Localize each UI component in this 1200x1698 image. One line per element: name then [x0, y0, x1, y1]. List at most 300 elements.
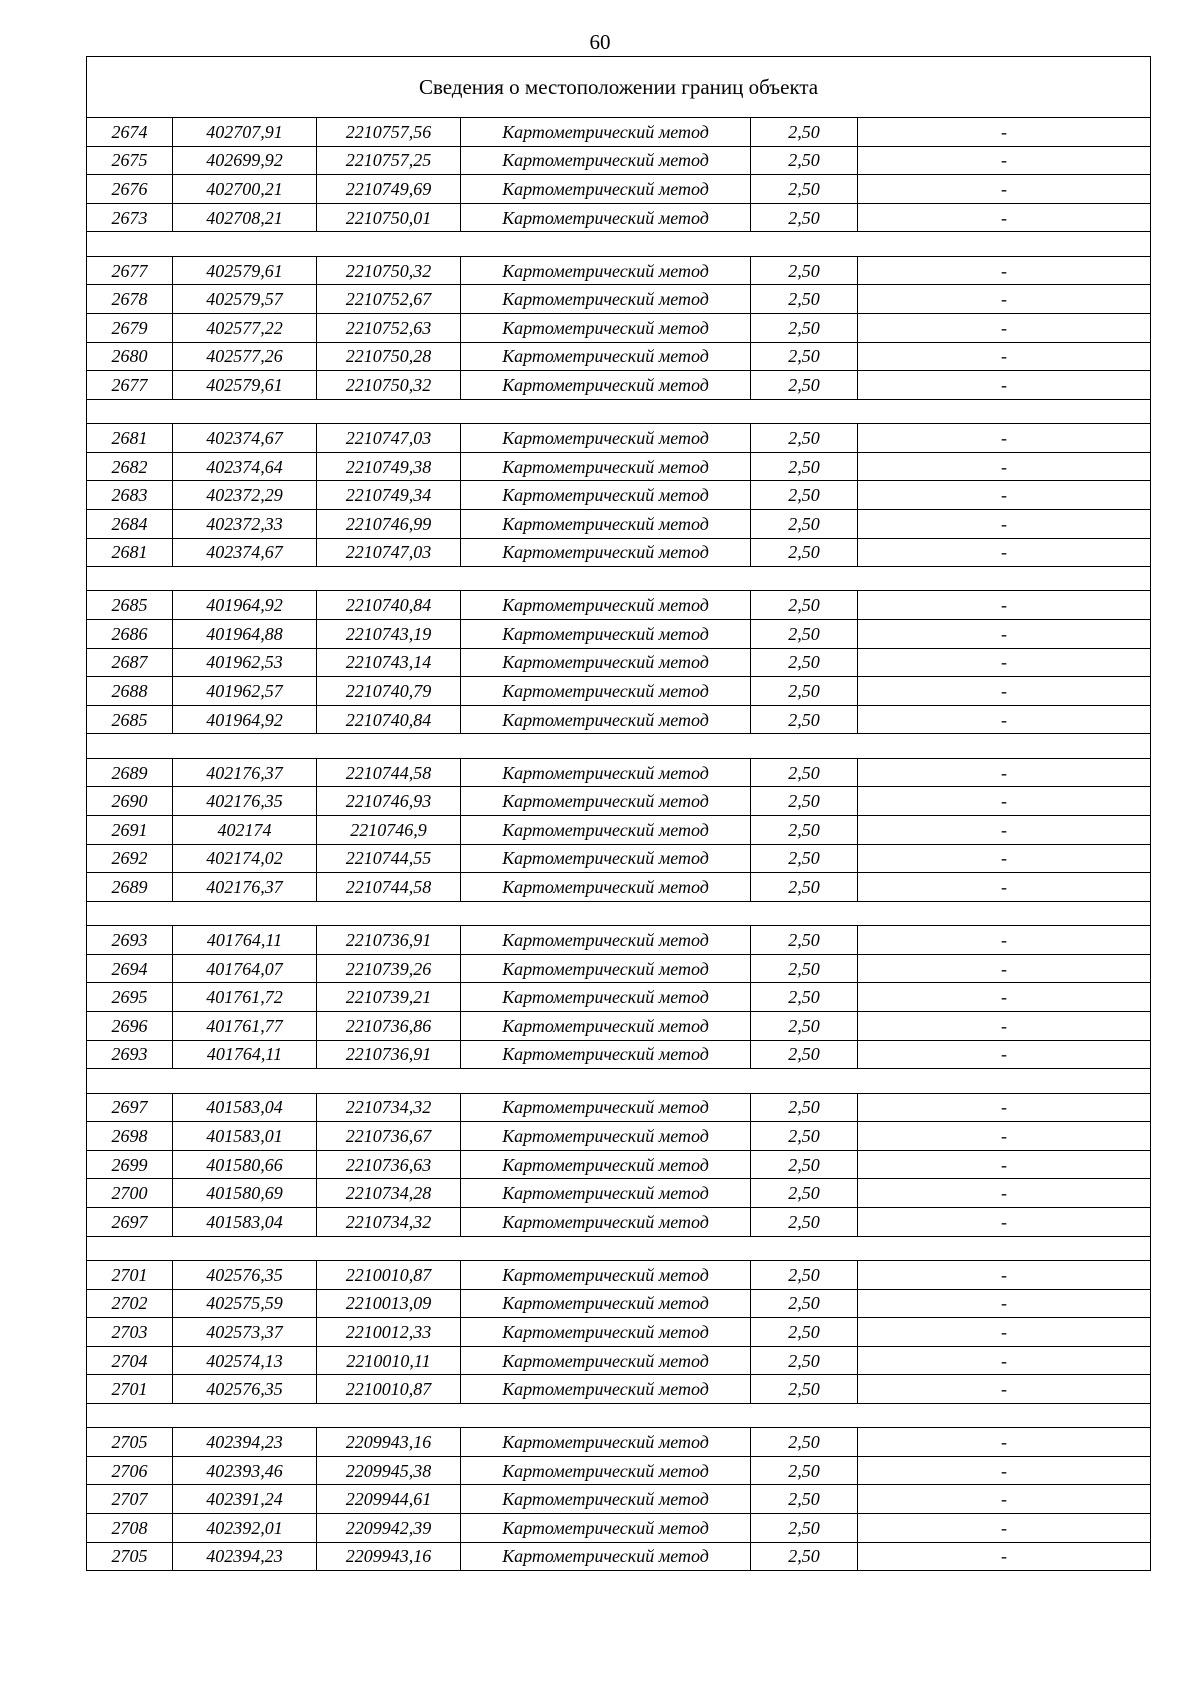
description-cell: -	[858, 342, 1151, 371]
point-number-cell: 2702	[87, 1289, 173, 1318]
accuracy-cell: 2,50	[751, 1122, 858, 1151]
group-separator-row	[87, 734, 1151, 758]
x-coordinate-cell: 401761,72	[173, 983, 317, 1012]
point-number-cell: 2708	[87, 1514, 173, 1543]
method-cell: Картометрический метод	[461, 787, 751, 816]
table-row	[87, 1456, 1151, 1485]
point-number-cell: 2689	[87, 873, 173, 902]
accuracy-cell: 2,50	[751, 509, 858, 538]
x-coordinate-cell: 402576,35	[173, 1375, 317, 1404]
description-cell: -	[858, 371, 1151, 400]
method-cell: Картометрический метод	[461, 705, 751, 734]
y-coordinate-cell: 2210013,09	[317, 1289, 461, 1318]
method-cell: Картометрический метод	[461, 1289, 751, 1318]
method-cell: Картометрический метод	[461, 677, 751, 706]
x-coordinate-cell: 401583,01	[173, 1122, 317, 1151]
table-row	[87, 1289, 1151, 1318]
table-row	[87, 677, 1151, 706]
y-coordinate-cell: 2210734,32	[317, 1207, 461, 1236]
method-cell: Картометрический метод	[461, 620, 751, 649]
point-number-cell: 2686	[87, 620, 173, 649]
table-row	[87, 620, 1151, 649]
y-coordinate-cell: 2210746,93	[317, 787, 461, 816]
method-cell: Картометрический метод	[461, 538, 751, 567]
table-row	[87, 926, 1151, 955]
y-coordinate-cell: 2210010,87	[317, 1260, 461, 1289]
y-coordinate-cell: 2210744,58	[317, 758, 461, 787]
x-coordinate-cell: 402577,22	[173, 313, 317, 342]
point-number-cell: 2707	[87, 1485, 173, 1514]
accuracy-cell: 2,50	[751, 1485, 858, 1514]
accuracy-cell: 2,50	[751, 620, 858, 649]
accuracy-cell: 2,50	[751, 1011, 858, 1040]
x-coordinate-cell: 402394,23	[173, 1542, 317, 1571]
accuracy-cell: 2,50	[751, 1514, 858, 1543]
table-row	[87, 648, 1151, 677]
x-coordinate-cell: 402577,26	[173, 342, 317, 371]
description-cell: -	[858, 175, 1151, 204]
accuracy-cell: 2,50	[751, 146, 858, 175]
y-coordinate-cell: 2210744,58	[317, 873, 461, 902]
x-coordinate-cell: 402699,92	[173, 146, 317, 175]
y-coordinate-cell: 2210743,14	[317, 648, 461, 677]
accuracy-cell: 2,50	[751, 1093, 858, 1122]
method-cell: Картометрический метод	[461, 146, 751, 175]
accuracy-cell: 2,50	[751, 1542, 858, 1571]
point-number-cell: 2675	[87, 146, 173, 175]
x-coordinate-cell: 402708,21	[173, 203, 317, 232]
accuracy-cell: 2,50	[751, 1207, 858, 1236]
method-cell: Картометрический метод	[461, 758, 751, 787]
description-cell: -	[858, 256, 1151, 285]
method-cell: Картометрический метод	[461, 424, 751, 453]
x-coordinate-cell: 402374,64	[173, 452, 317, 481]
description-cell: -	[858, 705, 1151, 734]
point-number-cell: 2703	[87, 1318, 173, 1347]
y-coordinate-cell: 2209942,39	[317, 1514, 461, 1543]
point-number-cell: 2677	[87, 256, 173, 285]
x-coordinate-cell: 401580,69	[173, 1179, 317, 1208]
x-coordinate-cell: 401583,04	[173, 1093, 317, 1122]
point-number-cell: 2693	[87, 1040, 173, 1069]
table-row	[87, 1485, 1151, 1514]
accuracy-cell: 2,50	[751, 677, 858, 706]
y-coordinate-cell: 2210757,56	[317, 118, 461, 147]
x-coordinate-cell: 401964,92	[173, 591, 317, 620]
method-cell: Картометрический метод	[461, 648, 751, 677]
point-number-cell: 2699	[87, 1150, 173, 1179]
x-coordinate-cell: 401761,77	[173, 1011, 317, 1040]
y-coordinate-cell: 2209945,38	[317, 1456, 461, 1485]
accuracy-cell: 2,50	[751, 342, 858, 371]
table-body	[87, 57, 1151, 1571]
point-number-cell: 2681	[87, 424, 173, 453]
x-coordinate-cell: 401764,07	[173, 954, 317, 983]
description-cell: -	[858, 1346, 1151, 1375]
table-row	[87, 1207, 1151, 1236]
x-coordinate-cell: 401964,88	[173, 620, 317, 649]
accuracy-cell: 2,50	[751, 1179, 858, 1208]
description-cell: -	[858, 1093, 1151, 1122]
x-coordinate-cell: 402707,91	[173, 118, 317, 147]
table-row	[87, 342, 1151, 371]
accuracy-cell: 2,50	[751, 481, 858, 510]
x-coordinate-cell: 402374,67	[173, 538, 317, 567]
description-cell: -	[858, 591, 1151, 620]
table-row	[87, 1260, 1151, 1289]
y-coordinate-cell: 2210749,38	[317, 452, 461, 481]
accuracy-cell: 2,50	[751, 1318, 858, 1347]
description-cell: -	[858, 452, 1151, 481]
point-number-cell: 2698	[87, 1122, 173, 1151]
description-cell: -	[858, 1179, 1151, 1208]
description-cell: -	[858, 1542, 1151, 1571]
x-coordinate-cell: 402176,35	[173, 787, 317, 816]
y-coordinate-cell: 2210736,67	[317, 1122, 461, 1151]
method-cell: Картометрический метод	[461, 342, 751, 371]
table-row	[87, 509, 1151, 538]
method-cell: Картометрический метод	[461, 203, 751, 232]
method-cell: Картометрический метод	[461, 452, 751, 481]
y-coordinate-cell: 2210734,32	[317, 1093, 461, 1122]
accuracy-cell: 2,50	[751, 118, 858, 147]
description-cell: -	[858, 509, 1151, 538]
x-coordinate-cell: 402579,61	[173, 256, 317, 285]
method-cell: Картометрический метод	[461, 816, 751, 845]
point-number-cell: 2700	[87, 1179, 173, 1208]
description-cell: -	[858, 313, 1151, 342]
group-separator-row	[87, 399, 1151, 423]
point-number-cell: 2689	[87, 758, 173, 787]
y-coordinate-cell: 2210744,55	[317, 844, 461, 873]
description-cell: -	[858, 1375, 1151, 1404]
description-cell: -	[858, 1150, 1151, 1179]
x-coordinate-cell: 401764,11	[173, 1040, 317, 1069]
x-coordinate-cell: 401583,04	[173, 1207, 317, 1236]
accuracy-cell: 2,50	[751, 816, 858, 845]
accuracy-cell: 2,50	[751, 1040, 858, 1069]
method-cell: Картометрический метод	[461, 1122, 751, 1151]
table-row	[87, 1318, 1151, 1347]
description-cell: -	[858, 620, 1151, 649]
accuracy-cell: 2,50	[751, 1428, 858, 1457]
accuracy-cell: 2,50	[751, 1150, 858, 1179]
method-cell: Картометрический метод	[461, 1428, 751, 1457]
table-row	[87, 175, 1151, 204]
group-separator-row	[87, 567, 1151, 591]
description-cell: -	[858, 1289, 1151, 1318]
method-cell: Картометрический метод	[461, 1456, 751, 1485]
y-coordinate-cell: 2210750,01	[317, 203, 461, 232]
table-row	[87, 1514, 1151, 1543]
method-cell: Картометрический метод	[461, 954, 751, 983]
x-coordinate-cell: 401964,92	[173, 705, 317, 734]
table-row	[87, 118, 1151, 147]
accuracy-cell: 2,50	[751, 175, 858, 204]
group-separator-cell	[87, 399, 1151, 423]
accuracy-cell: 2,50	[751, 591, 858, 620]
description-cell: -	[858, 1456, 1151, 1485]
method-cell: Картометрический метод	[461, 1207, 751, 1236]
method-cell: Картометрический метод	[461, 983, 751, 1012]
x-coordinate-cell: 402374,67	[173, 424, 317, 453]
point-number-cell: 2704	[87, 1346, 173, 1375]
point-number-cell: 2697	[87, 1093, 173, 1122]
y-coordinate-cell: 2210752,63	[317, 313, 461, 342]
group-separator-row	[87, 1403, 1151, 1427]
table-row	[87, 371, 1151, 400]
y-coordinate-cell: 2210746,9	[317, 816, 461, 845]
table-row	[87, 1093, 1151, 1122]
method-cell: Картометрический метод	[461, 118, 751, 147]
point-number-cell: 2682	[87, 452, 173, 481]
method-cell: Картометрический метод	[461, 313, 751, 342]
table-row	[87, 954, 1151, 983]
page-number: 60	[589, 30, 611, 54]
description-cell: -	[858, 203, 1151, 232]
x-coordinate-cell: 402579,57	[173, 285, 317, 314]
method-cell: Картометрический метод	[461, 1485, 751, 1514]
method-cell: Картометрический метод	[461, 591, 751, 620]
point-number-cell: 2706	[87, 1456, 173, 1485]
point-number-cell: 2680	[87, 342, 173, 371]
y-coordinate-cell: 2210740,84	[317, 591, 461, 620]
point-number-cell: 2685	[87, 705, 173, 734]
method-cell: Картометрический метод	[461, 481, 751, 510]
point-number-cell: 2674	[87, 118, 173, 147]
table-row	[87, 758, 1151, 787]
table-row	[87, 313, 1151, 342]
table-row	[87, 256, 1151, 285]
accuracy-cell: 2,50	[751, 1289, 858, 1318]
point-number-cell: 2705	[87, 1428, 173, 1457]
description-cell: -	[858, 1040, 1151, 1069]
description-cell: -	[858, 1318, 1151, 1347]
point-number-cell: 2693	[87, 926, 173, 955]
group-separator-row	[87, 1236, 1151, 1260]
accuracy-cell: 2,50	[751, 538, 858, 567]
method-cell: Картометрический метод	[461, 1346, 751, 1375]
x-coordinate-cell: 402372,33	[173, 509, 317, 538]
accuracy-cell: 2,50	[751, 256, 858, 285]
accuracy-cell: 2,50	[751, 452, 858, 481]
accuracy-cell: 2,50	[751, 1456, 858, 1485]
method-cell: Картометрический метод	[461, 1542, 751, 1571]
x-coordinate-cell: 402391,24	[173, 1485, 317, 1514]
y-coordinate-cell: 2210736,86	[317, 1011, 461, 1040]
description-cell: -	[858, 926, 1151, 955]
method-cell: Картометрический метод	[461, 285, 751, 314]
point-number-cell: 2695	[87, 983, 173, 1012]
point-number-cell: 2679	[87, 313, 173, 342]
description-cell: -	[858, 758, 1151, 787]
point-number-cell: 2688	[87, 677, 173, 706]
table-row	[87, 1150, 1151, 1179]
y-coordinate-cell: 2210736,63	[317, 1150, 461, 1179]
table-row	[87, 481, 1151, 510]
accuracy-cell: 2,50	[751, 285, 858, 314]
x-coordinate-cell: 401580,66	[173, 1150, 317, 1179]
point-number-cell: 2691	[87, 816, 173, 845]
accuracy-cell: 2,50	[751, 371, 858, 400]
y-coordinate-cell: 2210010,87	[317, 1375, 461, 1404]
x-coordinate-cell: 402575,59	[173, 1289, 317, 1318]
y-coordinate-cell: 2210750,32	[317, 256, 461, 285]
table-row	[87, 285, 1151, 314]
table-row	[87, 983, 1151, 1012]
group-separator-cell	[87, 232, 1151, 256]
description-cell: -	[858, 538, 1151, 567]
group-separator-cell	[87, 1236, 1151, 1260]
description-cell: -	[858, 983, 1151, 1012]
y-coordinate-cell: 2210736,91	[317, 926, 461, 955]
accuracy-cell: 2,50	[751, 313, 858, 342]
x-coordinate-cell: 402372,29	[173, 481, 317, 510]
point-number-cell: 2678	[87, 285, 173, 314]
method-cell: Картометрический метод	[461, 1514, 751, 1543]
point-number-cell: 2701	[87, 1375, 173, 1404]
description-cell: -	[858, 285, 1151, 314]
method-cell: Картометрический метод	[461, 1260, 751, 1289]
y-coordinate-cell: 2210740,79	[317, 677, 461, 706]
description-cell: -	[858, 1260, 1151, 1289]
x-coordinate-cell: 402174	[173, 816, 317, 845]
method-cell: Картометрический метод	[461, 509, 751, 538]
x-coordinate-cell: 402574,13	[173, 1346, 317, 1375]
point-number-cell: 2677	[87, 371, 173, 400]
group-separator-cell	[87, 1403, 1151, 1427]
y-coordinate-cell: 2210734,28	[317, 1179, 461, 1208]
method-cell: Картометрический метод	[461, 1318, 751, 1347]
point-number-cell: 2696	[87, 1011, 173, 1040]
y-coordinate-cell: 2210743,19	[317, 620, 461, 649]
accuracy-cell: 2,50	[751, 1260, 858, 1289]
x-coordinate-cell: 402174,02	[173, 844, 317, 873]
point-number-cell: 2692	[87, 844, 173, 873]
x-coordinate-cell: 402392,01	[173, 1514, 317, 1543]
description-cell: -	[858, 118, 1151, 147]
accuracy-cell: 2,50	[751, 758, 858, 787]
description-cell: -	[858, 873, 1151, 902]
y-coordinate-cell: 2209944,61	[317, 1485, 461, 1514]
description-cell: -	[858, 1428, 1151, 1457]
point-number-cell: 2684	[87, 509, 173, 538]
x-coordinate-cell: 402176,37	[173, 758, 317, 787]
table-row	[87, 1011, 1151, 1040]
table-row	[87, 538, 1151, 567]
description-cell: -	[858, 648, 1151, 677]
method-cell: Картометрический метод	[461, 1093, 751, 1122]
description-cell: -	[858, 1011, 1151, 1040]
table-row	[87, 705, 1151, 734]
table-row	[87, 1375, 1151, 1404]
method-cell: Картометрический метод	[461, 873, 751, 902]
description-cell: -	[858, 1122, 1151, 1151]
method-cell: Картометрический метод	[461, 844, 751, 873]
y-coordinate-cell: 2210736,91	[317, 1040, 461, 1069]
group-separator-cell	[87, 567, 1151, 591]
group-separator-cell	[87, 1069, 1151, 1093]
description-cell: -	[858, 954, 1151, 983]
x-coordinate-cell: 402576,35	[173, 1260, 317, 1289]
table-row	[87, 591, 1151, 620]
method-cell: Картометрический метод	[461, 256, 751, 285]
point-number-cell: 2690	[87, 787, 173, 816]
point-number-cell: 2681	[87, 538, 173, 567]
table-row	[87, 844, 1151, 873]
accuracy-cell: 2,50	[751, 926, 858, 955]
y-coordinate-cell: 2210752,67	[317, 285, 461, 314]
y-coordinate-cell: 2210750,32	[317, 371, 461, 400]
description-cell: -	[858, 1514, 1151, 1543]
table-row	[87, 1542, 1151, 1571]
description-cell: -	[858, 816, 1151, 845]
point-number-cell: 2685	[87, 591, 173, 620]
table-row	[87, 816, 1151, 845]
y-coordinate-cell: 2209943,16	[317, 1428, 461, 1457]
accuracy-cell: 2,50	[751, 1346, 858, 1375]
table-row	[87, 452, 1151, 481]
method-cell: Картометрический метод	[461, 1011, 751, 1040]
y-coordinate-cell: 2210747,03	[317, 424, 461, 453]
method-cell: Картометрический метод	[461, 926, 751, 955]
table-row	[87, 1122, 1151, 1151]
x-coordinate-cell: 402573,37	[173, 1318, 317, 1347]
x-coordinate-cell: 402700,21	[173, 175, 317, 204]
y-coordinate-cell: 2210739,26	[317, 954, 461, 983]
accuracy-cell: 2,50	[751, 873, 858, 902]
table-row	[87, 787, 1151, 816]
x-coordinate-cell: 401962,53	[173, 648, 317, 677]
point-number-cell: 2701	[87, 1260, 173, 1289]
point-number-cell: 2676	[87, 175, 173, 204]
table-row	[87, 1346, 1151, 1375]
x-coordinate-cell: 401962,57	[173, 677, 317, 706]
group-separator-cell	[87, 901, 1151, 925]
method-cell: Картометрический метод	[461, 1375, 751, 1404]
x-coordinate-cell: 402394,23	[173, 1428, 317, 1457]
description-cell: -	[858, 1485, 1151, 1514]
method-cell: Картометрический метод	[461, 175, 751, 204]
table-row	[87, 1179, 1151, 1208]
description-cell: -	[858, 424, 1151, 453]
accuracy-cell: 2,50	[751, 705, 858, 734]
x-coordinate-cell: 402176,37	[173, 873, 317, 902]
description-cell: -	[858, 481, 1151, 510]
accuracy-cell: 2,50	[751, 983, 858, 1012]
accuracy-cell: 2,50	[751, 787, 858, 816]
y-coordinate-cell: 2210012,33	[317, 1318, 461, 1347]
y-coordinate-cell: 2210750,28	[317, 342, 461, 371]
table-title: Сведения о местоположении границ объекта	[87, 57, 1151, 118]
y-coordinate-cell: 2210749,34	[317, 481, 461, 510]
group-separator-cell	[87, 734, 1151, 758]
description-cell: -	[858, 787, 1151, 816]
accuracy-cell: 2,50	[751, 844, 858, 873]
point-number-cell: 2683	[87, 481, 173, 510]
point-number-cell: 2687	[87, 648, 173, 677]
y-coordinate-cell: 2209943,16	[317, 1542, 461, 1571]
method-cell: Картометрический метод	[461, 1040, 751, 1069]
group-separator-row	[87, 232, 1151, 256]
method-cell: Картометрический метод	[461, 1179, 751, 1208]
description-cell: -	[858, 677, 1151, 706]
point-number-cell: 2694	[87, 954, 173, 983]
table-row	[87, 1040, 1151, 1069]
table-row	[87, 1428, 1151, 1457]
point-number-cell: 2673	[87, 203, 173, 232]
boundary-table-container	[86, 56, 1150, 1571]
